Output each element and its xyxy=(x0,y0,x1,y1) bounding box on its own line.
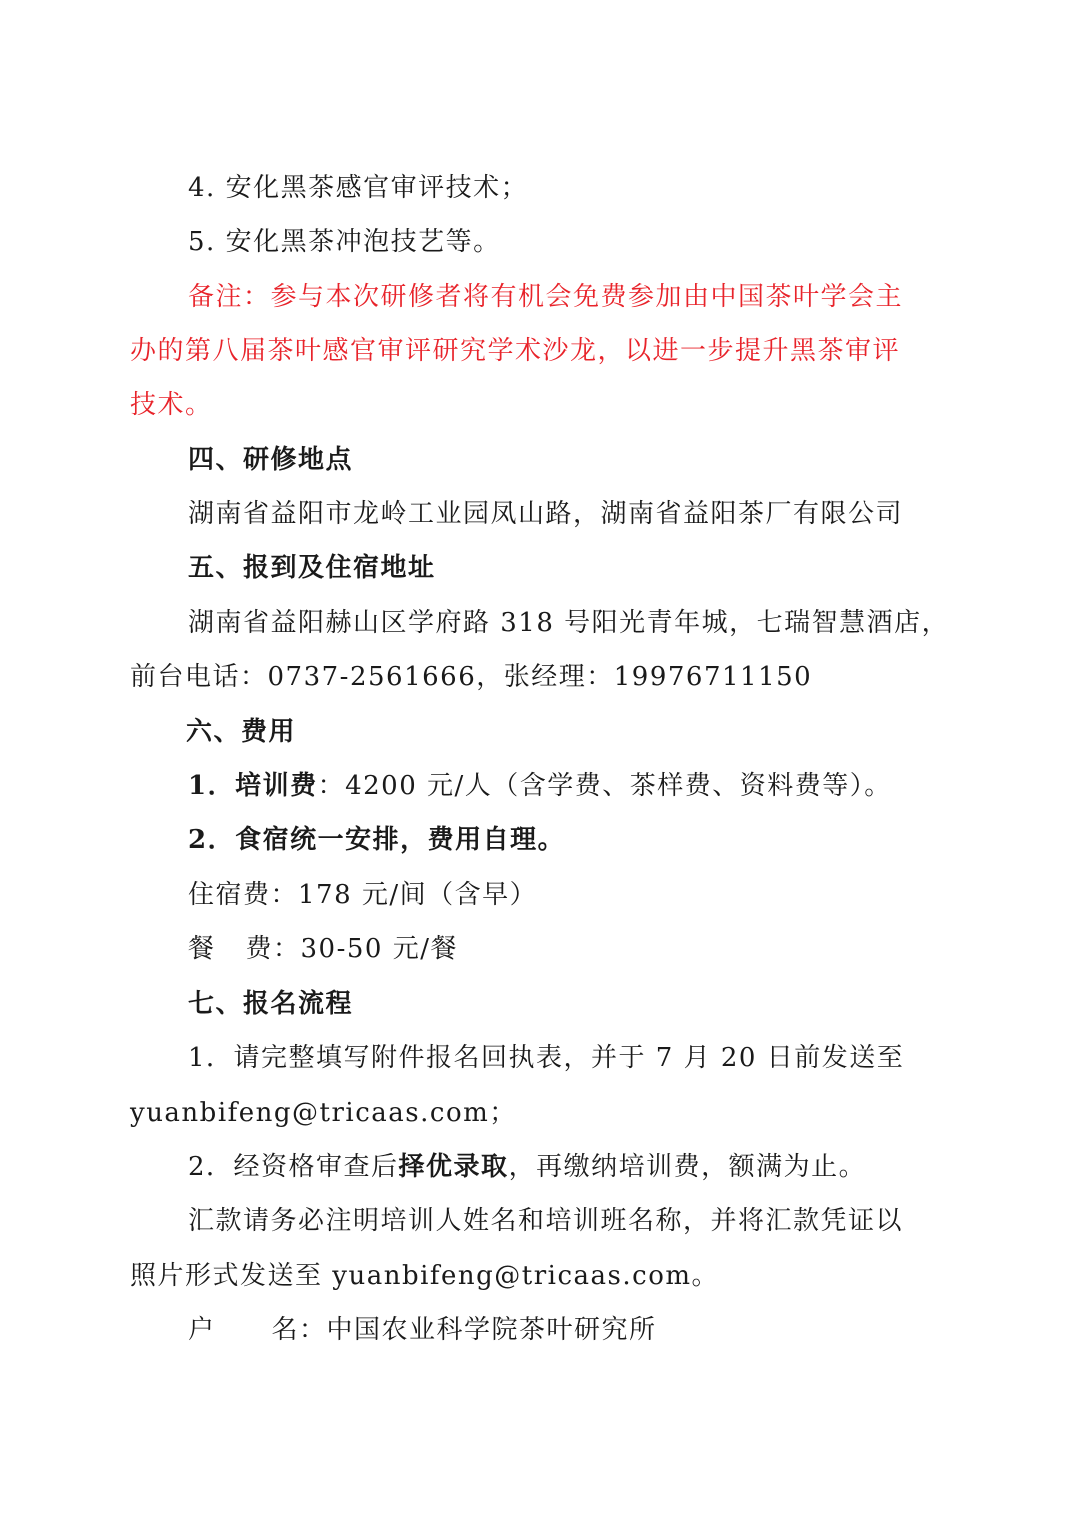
step-2-a: 2．经资格审查后 xyxy=(188,1152,399,1182)
step-1-line-1: 1．请完整填写附件报名回执表，并于 7 月 20 日前发送至 xyxy=(188,1043,905,1073)
section-5-line-1: 湖南省益阳赫山区学府路 318 号阳光青年城，七瑞智慧酒店， xyxy=(188,608,950,638)
section-6-heading: 六、费用 xyxy=(186,717,297,747)
item-5: 5. 安化黑茶冲泡技艺等。 xyxy=(188,227,501,257)
item-4: 4. 安化黑茶感官审评技术； xyxy=(188,173,529,203)
section-5-heading: 五、报到及住宿地址 xyxy=(188,553,436,583)
meal-fee-label-b: 费：30-50 元/餐 xyxy=(245,934,458,964)
lodging-fee: 住宿费：178 元/间（含早） xyxy=(188,880,538,910)
meal-fee-label-a: 餐 xyxy=(188,934,216,964)
section-5-line-2: 前台电话：0737-2561666，张经理：19976711150 xyxy=(130,662,813,692)
account-label-b: 名：中国农业科学院茶叶研究所 xyxy=(271,1315,657,1345)
note-line-3: 技术。 xyxy=(130,390,213,420)
account-name xyxy=(188,1310,960,1350)
step-2-c: ，再缴纳培训费，额满为止。 xyxy=(508,1152,867,1182)
fee-2: 2．食宿统一安排，费用自理。 xyxy=(188,825,566,855)
fee-1-value: ：4200 元/人（含学费、茶样费、资料费等）。 xyxy=(317,771,892,801)
account-label-a: 户 xyxy=(188,1315,216,1345)
fee-1 xyxy=(188,766,960,806)
fee-1-label: 1．培训费 xyxy=(188,771,318,801)
note-line-2: 办的第八届茶叶感官审评研究学术沙龙，以进一步提升黑茶审评 xyxy=(130,336,901,366)
step-2-emphasis: 择优录取 xyxy=(398,1152,509,1182)
step-2 xyxy=(188,1147,960,1187)
section-4-heading: 四、研修地点 xyxy=(188,445,354,475)
step-1-line-2: yuanbifeng@tricaas.com； xyxy=(130,1098,517,1128)
section-7-heading: 七、报名流程 xyxy=(188,989,354,1019)
meal-fee xyxy=(188,929,960,969)
remit-line-2: 照片形式发送至 yuanbifeng@tricaas.com。 xyxy=(130,1261,720,1291)
remit-line-1: 汇款请务必注明培训人姓名和培训班名称，并将汇款凭证以 xyxy=(188,1206,904,1236)
section-4-address: 湖南省益阳市龙岭工业园凤山路，湖南省益阳茶厂有限公司 xyxy=(188,499,904,529)
note-line-1: 备注：参与本次研修者将有机会免费参加由中国茶叶学会主 xyxy=(188,282,904,312)
